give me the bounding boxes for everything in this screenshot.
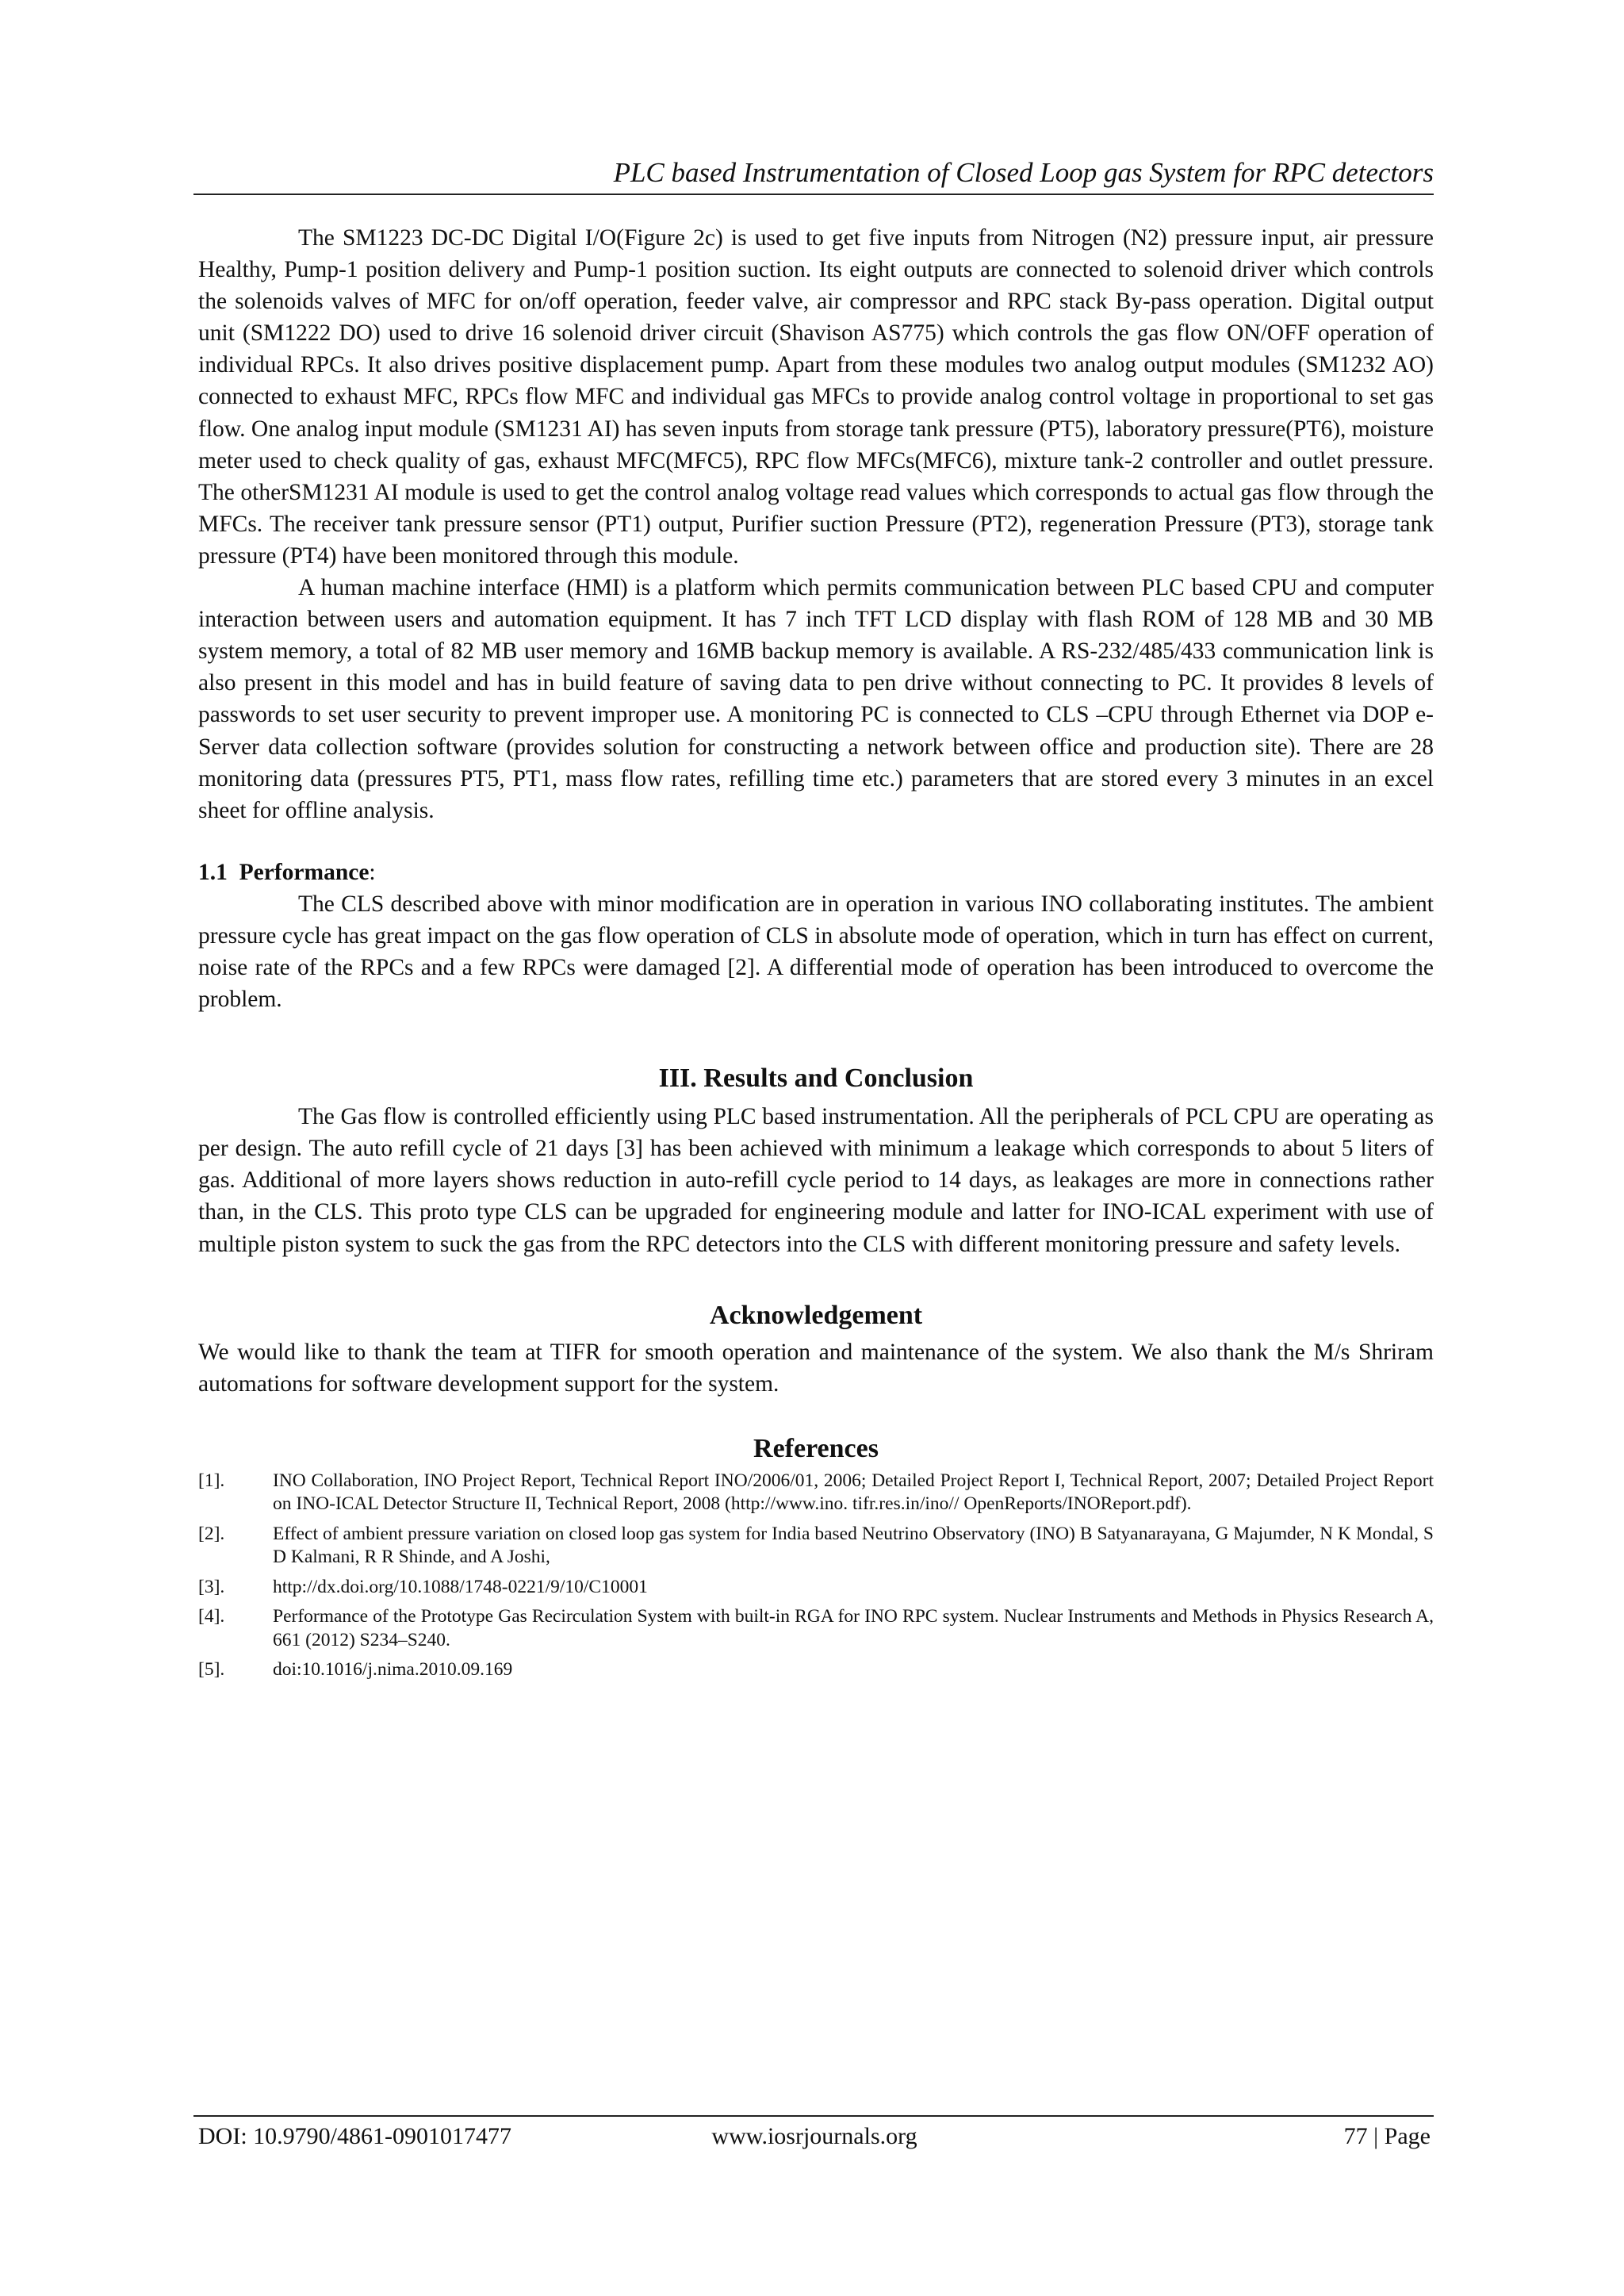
- reference-number: [4].: [198, 1606, 225, 1627]
- subsection-heading-performance: [198, 857, 1434, 888]
- footer-page-number: 77 | Page: [1343, 2123, 1431, 2149]
- page-content: [198, 222, 1434, 1688]
- reference-text: INO Collaboration, INO Project Report, Technical Report INO/2006/01, 2006; Detailed Project Report I, Technical Report, 2007; Detailed Project Report on INO-ICAL Detector Structure II, Technical Report, 2008 (http://www.ino. tifr.res.in/ino// OpenReports/INOReport.pdf).: [273, 1470, 1434, 1515]
- reference-number: [3].: [198, 1576, 225, 1597]
- reference-item: [198, 1658, 1434, 1682]
- acknowledgement-text: We would like to thank the team at TIFR for smooth operation and maintenance of the system. We also thank the M/s Shriram automations for software development support for the system.: [198, 1339, 1434, 1397]
- footer-website: www.iosrjournals.org: [711, 2123, 917, 2149]
- header-rule: [193, 194, 1434, 195]
- body-paragraph-hmi: A human machine interface (HMI) is a platform which permits communication between PLC based CPU and computer interaction between users and automation equipment. It has 7 inch TFT LCD display with flash ROM of 128 MB and 30 MB system memory, a total of 82 MB user memory and 16MB backup memory is available. A RS-232/485/433 communication link is also present in this model and has in build feature of saving data to pen drive without connecting to PC. It provides 8 levels of passwords to set user security to prevent improper use. A monitoring PC is connected to CLS –CPU through Ethernet via DOP e-Server data collection software (provides solution for constructing a network between office and production site). There are 28 monitoring data (pressures PT5, PT1, mass flow rates, refilling time etc.) parameters that are stored every 3 minutes in an excel sheet for offline analysis.: [198, 575, 1434, 823]
- subsection-title: Performance: [239, 859, 370, 885]
- reference-text: doi:10.1016/j.nima.2010.09.169: [273, 1659, 513, 1681]
- section-heading-results: III. Results and Conclusion: [658, 1064, 974, 1094]
- subsection-number: 1.1: [198, 859, 228, 885]
- reference-text: http://dx.doi.org/10.1088/1748-0221/9/10/C10001: [273, 1576, 648, 1597]
- page-footer: [198, 2121, 1431, 2156]
- reference-text: Performance of the Prototype Gas Recirculation System with built-in RGA for INO RPC system. Nuclear Instruments and Methods in Physics Research A, 661 (2012) S234–S240.: [273, 1606, 1434, 1650]
- section-heading-references: References: [753, 1433, 879, 1463]
- reference-number: [2].: [198, 1523, 225, 1544]
- reference-item: [198, 1470, 1434, 1516]
- reference-text: Effect of ambient pressure variation on closed loop gas system for India based Neutrino Observatory (INO) B Satyanarayana, G Majumder, N K Mondal, S D Kalmani, R R Shinde, and A Joshi,: [273, 1523, 1434, 1568]
- body-paragraph-performance: The CLS described above with minor modification are in operation in various INO collaborating institutes. The ambient pressure cycle has great impact on the gas flow operation of CLS in absolute mode of operation, which in turn has effect on current, noise rate of the RPCs and a few RPCs were damaged [2]. A differential mode of operation has been introduced to overcome the problem.: [198, 891, 1434, 1013]
- footer-rule: [193, 2115, 1434, 2117]
- reference-item: [198, 1523, 1434, 1570]
- running-header: PLC based Instrumentation of Closed Loop gas System for RPC detectors: [613, 157, 1434, 188]
- body-paragraph-digital-io: The SM1223 DC-DC Digital I/O(Figure 2c) is used to get five inputs from Nitrogen (N2) pressure input, air pressure Healthy, Pump-1 position delivery and Pump-1 position suction. Its eight outputs are connected to solenoid driver which controls the solenoids valves of MFC for on/off operation, feeder valve, air compressor and RPC stack By-pass operation. Digital output unit (SM1222 DO) used to drive 16 solenoid driver circuit (Shavison AS775) which controls the gas flow ON/OFF operation of individual RPCs. It also drives positive displacement pump. Apart from these modules two analog output modules (SM1232 AO) connected to exhaust MFC, RPCs flow MFC and individual gas MFCs to provide analog control voltage in proportional to set gas flow. One analog input module (SM1231 AI) has seven inputs from storage tank pressure (PT5), laboratory pressure(PT6), moisture meter used to check quality of gas, exhaust MFC(MFC5), RPC flow MFCs(MFC6), mixture tank-2 controller and outlet pressure. The otherSM1231 AI module is used to get the control analog voltage read values which corresponds to actual gas flow through the MFCs. The receiver tank pressure sensor (PT1) output, Purifier suction Pressure (PT2), regeneration Pressure (PT3), storage tank pressure (PT4) have been monitored through this module.: [198, 225, 1434, 569]
- reference-number: [1].: [198, 1470, 225, 1491]
- reference-item: [198, 1605, 1434, 1652]
- reference-list: [198, 1470, 1434, 1682]
- subsection-colon: :: [369, 859, 376, 885]
- footer-doi: DOI: 10.9790/4861-0901017477: [198, 2123, 511, 2149]
- reference-item: [198, 1576, 1434, 1600]
- body-paragraph-results: The Gas flow is controlled efficiently using PLC based instrumentation. All the peripherals of PCL CPU are operating as per design. The auto refill cycle of 21 days [3] has been achieved with minimum a leakage which corresponds to about 5 liters of gas. Additional of more layers shows reduction in auto-refill cycle period to 14 days, as leakages are more in connections rather than, in the CLS. This proto type CLS can be upgraded for engineering module and latter for INO-ICAL experiment with use of multiple piston system to suck the gas from the RPC detectors into the CLS with different monitoring pressure and safety levels.: [198, 1104, 1434, 1257]
- reference-number: [5].: [198, 1659, 225, 1681]
- section-heading-acknowledgement: Acknowledgement: [709, 1300, 923, 1330]
